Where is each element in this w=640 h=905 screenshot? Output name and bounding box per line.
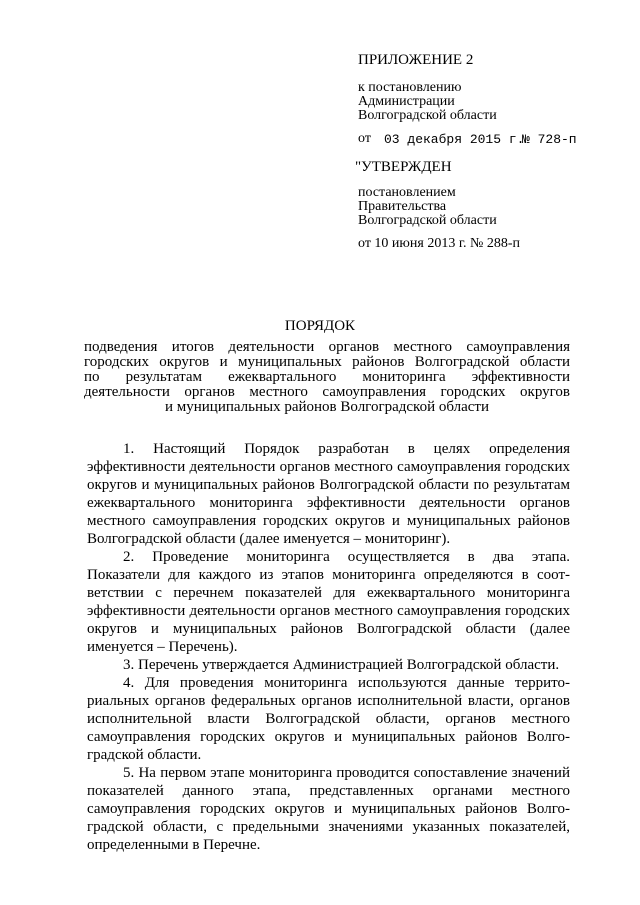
body-line: округов и муниципальных районов Волгоградской области (далее <box>87 621 570 637</box>
body-line: Волгоградской области (далее именуется – мониторинг). <box>87 531 451 547</box>
body-line: ветствии с перечнем показателей для ежеквартального мониторинга <box>87 585 570 601</box>
body-line: риальных органов федеральных органов исполнительной власти, органов <box>87 693 570 709</box>
subtitle-line-3: по результатам ежеквартального мониторинга эффективности <box>84 369 570 385</box>
approved-line-3: Волгоградской области <box>358 213 497 228</box>
body-line: 5. На первом этапе мониторинга проводится сопоставление значений <box>123 765 570 781</box>
body-line: градской области. <box>87 747 202 763</box>
body-line: градской области, с предельными значениями указанных показателей, <box>87 819 570 835</box>
body-line: местного самоуправления городских округов и муниципальных районов <box>87 513 570 529</box>
body-text <box>87 440 570 854</box>
subtitle-line-2: городских округов и муниципальных районов Волгоградской области <box>84 354 570 370</box>
document-heading: ПОРЯДОК <box>284 318 356 334</box>
body-line: 1. Настоящий Порядок разработан в целях определения <box>123 441 570 457</box>
date-value: 03 декабря 2015 г. <box>384 132 525 147</box>
ref-line-3: Волгоградской области <box>358 108 497 123</box>
body-line: определенными в Перечне. <box>87 837 261 853</box>
approved-line-1: постановлением <box>358 185 456 200</box>
subtitle <box>84 340 570 415</box>
approved-stamp: "УТВЕРЖДЕН <box>355 159 452 175</box>
body-line: ежеквартального мониторинга эффективности деятельности органов <box>87 495 570 511</box>
subtitle-line-1: подведения итогов деятельности органов местного самоуправления <box>84 339 570 355</box>
body-line: самоуправления городских округов и муниципальных районов Волго- <box>87 729 570 745</box>
body-line: округов и муниципальных районов Волгоградской области по результатам <box>87 477 570 493</box>
appendix-title: ПРИЛОЖЕНИЕ 2 <box>358 52 474 68</box>
subtitle-line-5: и муниципальных районов Волгоградской области <box>164 399 490 415</box>
subtitle-line-4: деятельности органов местного самоуправления городских округов <box>84 384 570 400</box>
body-line: показателей данного этапа, представленных органами местного <box>87 783 570 799</box>
date-prefix: от <box>358 131 371 146</box>
body-line: 4. Для проведения мониторинга используются данные террито- <box>123 675 570 691</box>
document-number: № 728-п <box>522 132 577 147</box>
body-line: 3. Перечень утверждается Администрацией Волгоградской области. <box>123 657 560 673</box>
approved-line-2: Правительства <box>358 199 447 214</box>
body-line: самоуправления городских округов и муниципальных районов Волго- <box>87 801 570 817</box>
body-line: исполнительной власти Волгоградской области, органов местного <box>87 711 570 727</box>
body-line: именуется – Перечень). <box>87 639 238 655</box>
ref-line-1: к постановлению <box>358 80 462 95</box>
body-line: Показатели для каждого из этапов мониторинга определяются в соот- <box>87 567 570 583</box>
body-line: эффективности деятельности органов местного самоуправления городских <box>87 459 570 475</box>
body-line: 2. Проведение мониторинга осуществляется в два этапа. <box>123 549 570 565</box>
body-line: эффективности деятельности органов местного самоуправления городских <box>87 603 570 619</box>
ref-line-2: Администрации <box>358 94 455 109</box>
approved-date: от 10 июня 2013 г. № 288-п <box>358 236 520 251</box>
